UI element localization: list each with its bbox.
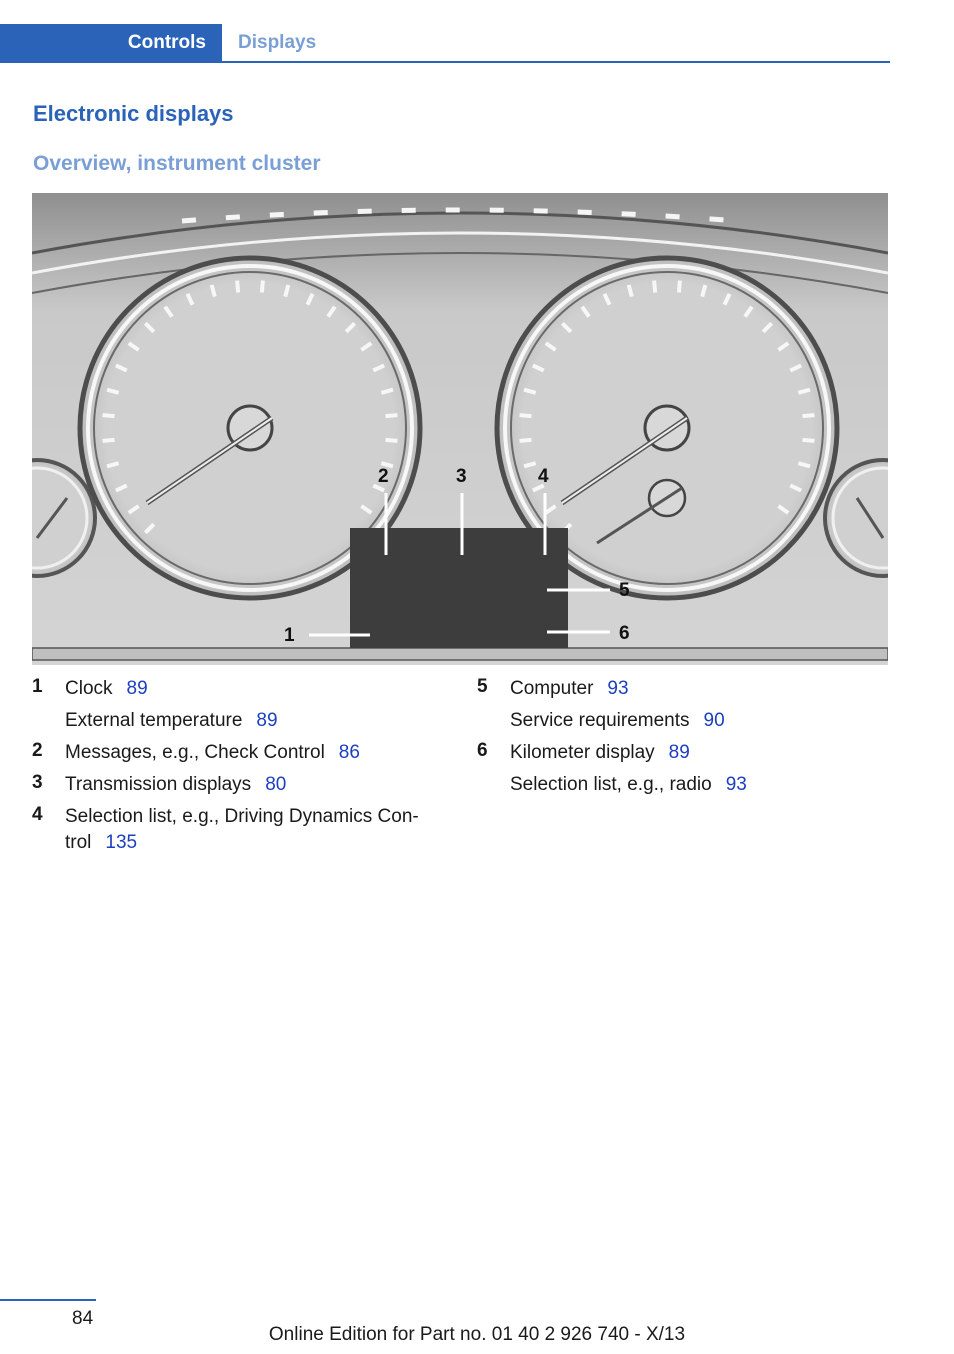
legend-entry-1 [32, 676, 442, 734]
legend-text: Computer [510, 678, 594, 699]
gauge-tick [103, 415, 115, 416]
legend-entry-5 [477, 676, 887, 734]
legend-entry-6 [477, 740, 887, 798]
legend-entry-3 [32, 772, 442, 798]
gauge-tick [520, 415, 532, 416]
page-link[interactable]: 90 [703, 710, 725, 731]
gauge-tick [237, 281, 238, 293]
page-link[interactable]: 135 [105, 832, 138, 853]
legend-entry-2 [32, 740, 442, 766]
gauge-tick [262, 281, 263, 293]
page-link[interactable]: 80 [265, 774, 287, 795]
subsection-title: Overview, instrument cluster [33, 152, 321, 175]
page-link[interactable]: 93 [607, 678, 629, 699]
legend-text: Selection list, e.g., radio [510, 774, 712, 795]
page-header [0, 24, 890, 63]
gauge-tick [385, 415, 397, 416]
gauge-tick [103, 440, 115, 441]
callout-5: 5 [619, 580, 630, 601]
page-link[interactable]: 89 [668, 742, 690, 763]
instrument-cluster-illustration [32, 193, 888, 665]
legend-text: Service requirements [510, 710, 690, 731]
page-link[interactable]: 89 [126, 678, 148, 699]
page-link[interactable]: 89 [256, 710, 278, 731]
legend-text: trol [65, 832, 92, 853]
edition-text: Online Edition for Part no. 01 40 2 926 740 - X/13 [268, 1324, 686, 1345]
instrument-cluster-figure [32, 193, 888, 665]
legend-text: External temperature [65, 710, 243, 731]
gauge-tick [679, 281, 680, 293]
tab-displays[interactable]: Displays [238, 31, 317, 53]
gauge-tick [654, 281, 655, 293]
legend-number: 3 [32, 772, 43, 793]
legend-text: Messages, e.g., Check Control [65, 742, 325, 763]
callout-2: 2 [378, 466, 389, 487]
legend-number: 5 [477, 676, 488, 697]
legend-number: 6 [477, 740, 488, 761]
gauge-tick [385, 440, 397, 441]
callout-6: 6 [619, 623, 630, 644]
legend-number: 2 [32, 740, 43, 761]
legend-text: Kilometer display [510, 742, 655, 763]
legend-text: Clock [65, 678, 113, 699]
section-title: Electronic displays [33, 101, 234, 126]
legend-number: 1 [32, 676, 43, 697]
legend-number: 4 [32, 804, 43, 825]
center-display [350, 528, 568, 648]
page-link[interactable]: 86 [338, 742, 360, 763]
gauge-tick [802, 440, 814, 441]
legend-text: Selection list, e.g., Driving Dynamics Con- [65, 806, 419, 827]
page-link[interactable]: 93 [725, 774, 747, 795]
legend-text: Transmission displays [65, 774, 252, 795]
callout-1: 1 [284, 625, 295, 646]
callout-3: 3 [456, 466, 467, 487]
legend-right [477, 676, 887, 804]
page-number: 84 [72, 1308, 94, 1329]
legend-entry-4 [32, 804, 442, 856]
gauge-tick [802, 415, 814, 416]
footer-divider [0, 1299, 96, 1301]
gauge-tick [520, 440, 532, 441]
callout-4: 4 [538, 466, 549, 487]
tab-controls[interactable]: Controls [0, 24, 222, 61]
legend-left [32, 676, 442, 862]
